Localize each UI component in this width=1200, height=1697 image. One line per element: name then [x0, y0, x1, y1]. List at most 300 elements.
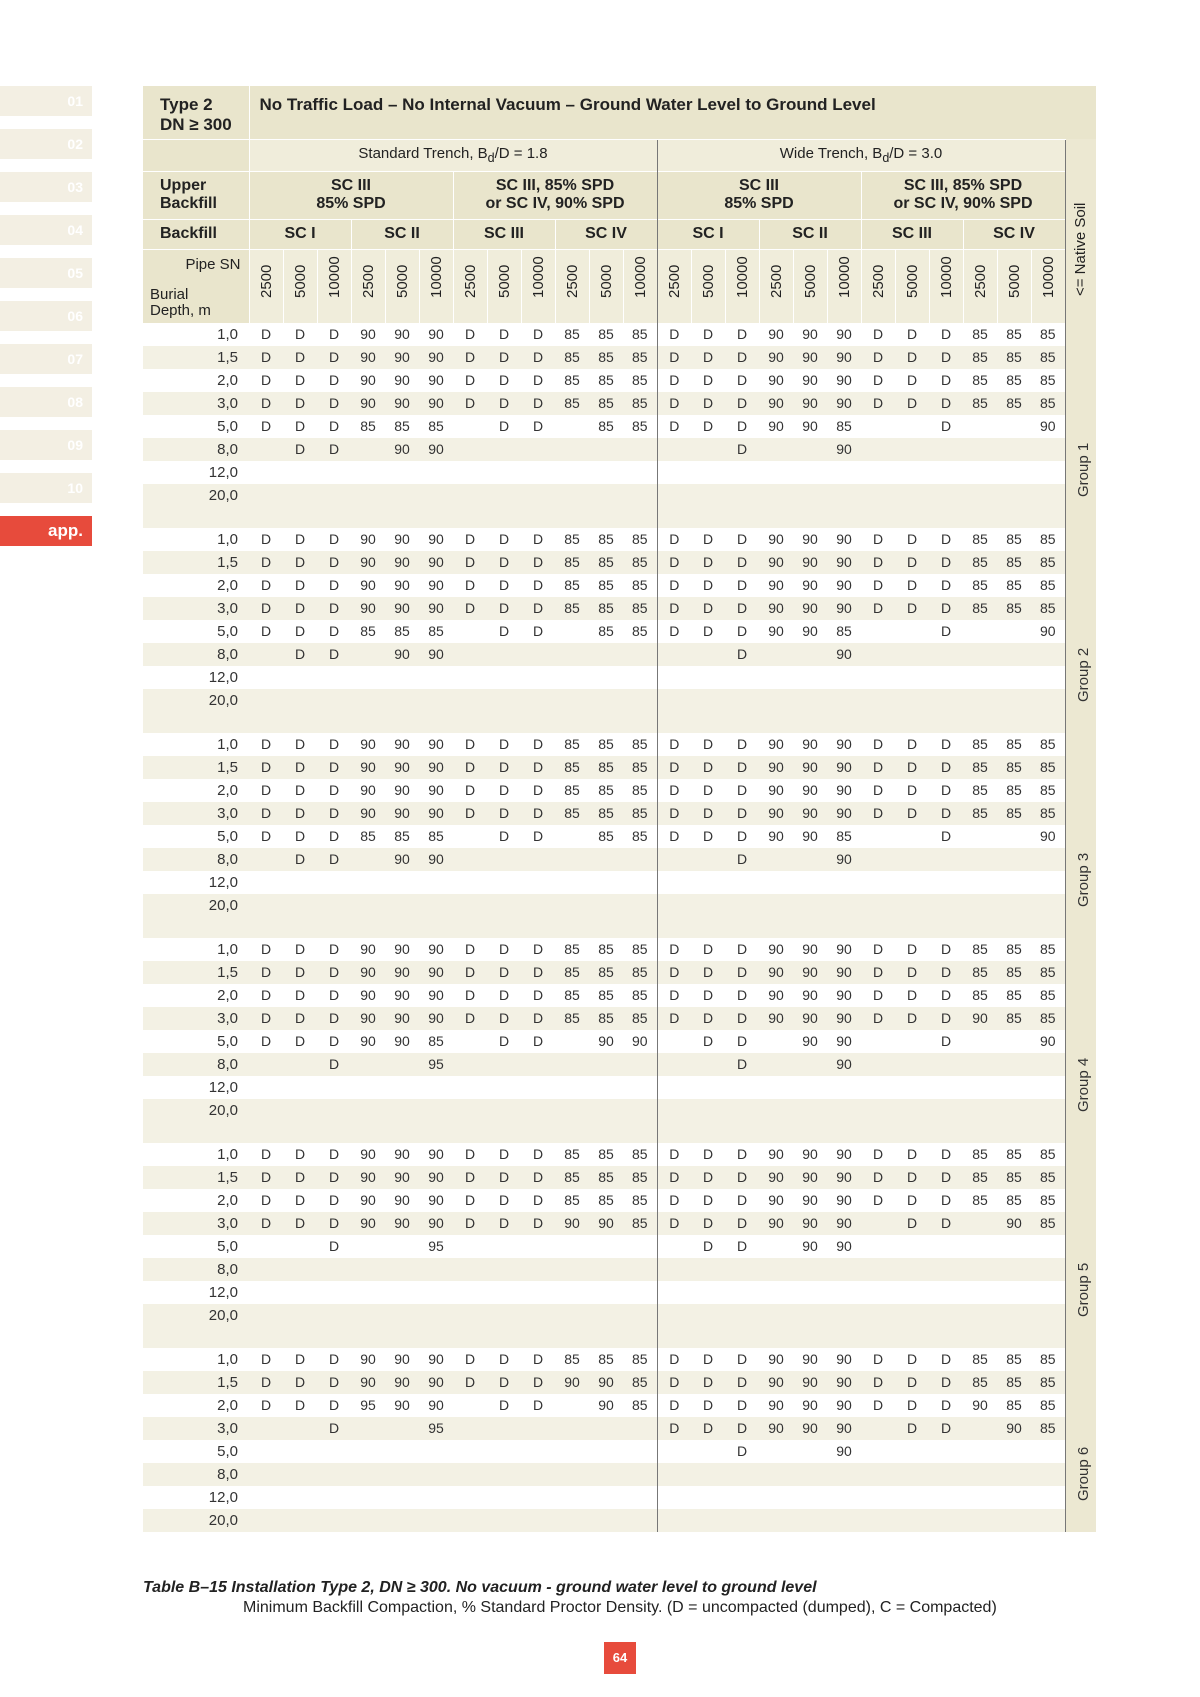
compaction-cell: D — [283, 1166, 317, 1189]
compaction-cell: D — [317, 643, 351, 666]
compaction-cell: D — [657, 392, 691, 415]
compaction-cell: D — [317, 1371, 351, 1394]
compaction-cell — [997, 1281, 1031, 1304]
compaction-cell: 85 — [360, 418, 376, 434]
compaction-cell: 85 — [623, 1371, 657, 1394]
compaction-cell: D — [294, 623, 306, 639]
standard-trench-header: Standard Trench, $B_d/D = 1.8$ — [249, 139, 657, 171]
compaction-cell: 90 — [428, 577, 444, 593]
compaction-cell — [861, 1417, 895, 1440]
compaction-cell: D — [498, 1351, 510, 1367]
compaction-cell: 85 — [589, 346, 623, 369]
compaction-cell — [623, 1440, 657, 1463]
compaction-cell: D — [532, 828, 544, 844]
compaction-cell — [419, 871, 453, 894]
compaction-cell — [1031, 1076, 1065, 1099]
compaction-cell — [759, 1281, 793, 1304]
compaction-cell: D — [702, 941, 714, 957]
compaction-cell: D — [725, 1053, 759, 1076]
compaction-cell: 85 — [564, 577, 580, 593]
compaction-cell: 85 — [1031, 1417, 1065, 1440]
compaction-cell — [623, 894, 657, 917]
compaction-cell — [351, 1053, 385, 1076]
compaction-cell — [963, 1281, 997, 1304]
compaction-cell: 85 — [564, 1192, 580, 1208]
compaction-cell — [657, 484, 691, 507]
compaction-cell: D — [260, 577, 272, 593]
compaction-cell: 90 — [827, 1371, 861, 1394]
compaction-cell: D — [872, 736, 884, 752]
compaction-cell: 85 — [555, 551, 589, 574]
compaction-cell — [1031, 438, 1065, 461]
chapter-tab-9[interactable]: 10 — [0, 473, 92, 503]
compaction-cell: 90 — [759, 961, 793, 984]
compaction-cell: D — [283, 961, 317, 984]
compaction-cell — [861, 666, 895, 689]
compaction-cell — [385, 1076, 419, 1099]
compaction-cell: D — [657, 733, 691, 756]
chapter-tab-5[interactable]: 06 — [0, 301, 92, 331]
compaction-cell — [793, 1099, 827, 1122]
compaction-cell — [759, 848, 793, 871]
compaction-cell: D — [657, 528, 691, 551]
compaction-cell: D — [317, 961, 351, 984]
compaction-cell — [691, 438, 725, 461]
compaction-cell: D — [657, 323, 691, 346]
compaction-cell: D — [861, 756, 895, 779]
compaction-cell: D — [294, 531, 306, 547]
compaction-cell: D — [453, 756, 487, 779]
compaction-cell: D — [940, 623, 952, 639]
chapter-tab-10[interactable]: app. — [0, 516, 92, 546]
compaction-cell — [895, 620, 929, 643]
compaction-cell: 90 — [385, 438, 419, 461]
compaction-cell: 85 — [631, 828, 648, 844]
compaction-cell: D — [453, 551, 487, 574]
chapter-tab-6[interactable]: 07 — [0, 344, 92, 374]
compaction-cell — [657, 1099, 691, 1122]
compaction-cell — [861, 438, 895, 461]
compaction-cell — [963, 438, 997, 461]
compaction-cell — [963, 1076, 997, 1099]
compaction-cell — [487, 894, 521, 917]
compaction-cell: D — [702, 1238, 714, 1254]
pipe-sn-header: 5000 — [385, 249, 419, 323]
compaction-cell: 85 — [631, 987, 648, 1003]
compaction-cell: 90 — [759, 1166, 793, 1189]
compaction-cell — [453, 1258, 487, 1281]
compaction-cell: D — [906, 326, 918, 342]
compaction-cell: D — [283, 1007, 317, 1030]
compaction-cell: 85 — [963, 551, 997, 574]
burial-depth-cell: 1,0 — [217, 326, 238, 343]
compaction-cell — [1031, 1258, 1065, 1281]
compaction-cell — [861, 1486, 895, 1509]
compaction-cell — [827, 1281, 861, 1304]
compaction-cell: 85 — [1006, 1192, 1022, 1208]
compaction-cell: 85 — [963, 1371, 997, 1394]
compaction-cell: D — [929, 1007, 963, 1030]
compaction-cell — [283, 1463, 317, 1486]
compaction-cell: D — [328, 1397, 340, 1413]
compaction-cell: 85 — [972, 531, 988, 547]
compaction-cell: D — [294, 326, 306, 342]
compaction-cell: 85 — [631, 623, 648, 639]
burial-depth-cell: 8,0 — [143, 1258, 249, 1281]
compaction-cell — [351, 438, 385, 461]
compaction-cell — [351, 461, 385, 484]
pipe-sn-header: 2500 — [657, 249, 691, 323]
compaction-cell: D — [283, 802, 317, 825]
compaction-cell — [929, 1509, 963, 1532]
compaction-cell — [419, 894, 453, 917]
compaction-cell — [623, 438, 657, 461]
table-row — [143, 1235, 1096, 1258]
compaction-cell: D — [940, 418, 952, 434]
upper-backfill-header: SC III, 85% SPD or SC IV, 90% SPD — [453, 171, 657, 219]
compaction-cell — [929, 461, 963, 484]
pipe-sn-header: 10000 — [419, 249, 453, 323]
compaction-cell: 90 — [360, 1192, 376, 1208]
compaction-cell: 85 — [394, 418, 410, 434]
compaction-cell: D — [657, 597, 691, 620]
compaction-cell — [249, 1463, 283, 1486]
compaction-cell: D — [260, 418, 272, 434]
compaction-cell: D — [872, 1192, 884, 1208]
compaction-cell: D — [260, 987, 272, 1003]
compaction-cell: 90 — [759, 346, 793, 369]
compaction-cell: 85 — [1031, 1371, 1065, 1394]
compaction-cell: 90 — [1039, 1033, 1056, 1049]
compaction-cell — [725, 1463, 759, 1486]
compaction-cell: 85 — [963, 597, 997, 620]
compaction-cell — [589, 871, 623, 894]
compaction-cell — [419, 1099, 453, 1122]
compaction-cell: 90 — [360, 941, 376, 957]
compaction-cell: 90 — [385, 848, 419, 871]
compaction-cell — [555, 1417, 589, 1440]
compaction-cell: 90 — [360, 1146, 376, 1162]
compaction-cell — [385, 1281, 419, 1304]
compaction-cell — [249, 1304, 283, 1327]
compaction-cell: D — [861, 961, 895, 984]
compaction-cell — [1031, 643, 1065, 666]
compaction-cell: 85 — [589, 756, 623, 779]
compaction-cell: 90 — [836, 1238, 852, 1254]
compaction-cell: D — [328, 1238, 340, 1254]
compaction-cell: D — [657, 802, 691, 825]
compaction-cell — [249, 1099, 283, 1122]
compaction-cell: 90 — [972, 1397, 988, 1413]
compaction-cell: 95 — [428, 1238, 444, 1254]
compaction-cell — [657, 1030, 691, 1053]
pipe-sn-header: 5000 — [487, 249, 521, 323]
compaction-cell: D — [532, 326, 544, 342]
compaction-cell: D — [498, 623, 510, 639]
compaction-cell: 85 — [1031, 961, 1065, 984]
compaction-cell — [895, 1304, 929, 1327]
compaction-cell: D — [657, 620, 691, 643]
compaction-cell — [759, 1440, 793, 1463]
pipe-sn-label: Pipe SN Burial Depth, m — [143, 249, 249, 323]
compaction-cell: 85 — [1006, 782, 1022, 798]
compaction-cell: 90 — [802, 577, 818, 593]
compaction-cell: D — [872, 577, 884, 593]
compaction-cell: D — [283, 756, 317, 779]
chapter-tab-1[interactable]: 02 — [0, 129, 92, 159]
compaction-cell: D — [657, 756, 691, 779]
pipe-sn-header: 10000 — [725, 249, 759, 323]
compaction-cell — [929, 848, 963, 871]
compaction-cell: D — [736, 372, 748, 388]
compaction-cell — [861, 894, 895, 917]
compaction-cell — [453, 1304, 487, 1327]
compaction-cell — [589, 1486, 623, 1509]
compaction-cell — [487, 689, 521, 712]
backfill-class-header: SC IV — [963, 219, 1065, 249]
compaction-cell: 85 — [631, 1351, 648, 1367]
compaction-cell: 90 — [385, 1166, 419, 1189]
compaction-cell: 90 — [351, 1212, 385, 1235]
compaction-cell — [691, 461, 725, 484]
compaction-cell: 90 — [598, 1033, 614, 1049]
compaction-cell: D — [464, 941, 476, 957]
compaction-cell: D — [895, 551, 929, 574]
caption-title: Table B–15 Installation Type 2, DN ≥ 300. No vacuum - ground water level to ground level — [143, 1579, 817, 1596]
compaction-cell — [453, 415, 487, 438]
compaction-cell: 90 — [759, 1007, 793, 1030]
burial-depth-cell: 3,0 — [143, 597, 249, 620]
compaction-cell: 90 — [793, 1007, 827, 1030]
compaction-cell — [691, 1281, 725, 1304]
compaction-cell: 90 — [802, 418, 818, 434]
compaction-cell — [521, 1440, 555, 1463]
compaction-cell: D — [249, 1007, 283, 1030]
compaction-cell — [1031, 1053, 1065, 1076]
compaction-cell — [589, 1463, 623, 1486]
chapter-tab-4[interactable]: 05 — [0, 258, 92, 288]
compaction-cell: D — [453, 1007, 487, 1030]
burial-depth-cell: 1,0 — [217, 1146, 238, 1163]
compaction-cell: 85 — [623, 346, 657, 369]
compaction-cell — [725, 1509, 759, 1532]
table-row — [143, 415, 1096, 438]
compaction-cell: D — [895, 346, 929, 369]
compaction-cell — [759, 1235, 793, 1258]
compaction-cell — [283, 1509, 317, 1532]
compaction-cell: 85 — [1039, 736, 1056, 752]
compaction-cell — [827, 1258, 861, 1281]
compaction-cell: D — [317, 848, 351, 871]
compaction-cell: D — [294, 828, 306, 844]
compaction-cell: 90 — [963, 1007, 997, 1030]
compaction-cell: D — [328, 1146, 340, 1162]
compaction-cell: 85 — [972, 577, 988, 593]
table-row — [143, 938, 1096, 961]
compaction-cell — [827, 1304, 861, 1327]
compaction-cell — [1031, 871, 1065, 894]
compaction-cell — [283, 1235, 317, 1258]
compaction-cell: D — [487, 1007, 521, 1030]
compaction-cell: D — [929, 802, 963, 825]
compaction-cell: D — [940, 1146, 952, 1162]
compaction-cell — [793, 438, 827, 461]
table-row — [143, 1486, 1096, 1509]
compaction-cell — [895, 825, 929, 848]
compaction-cell: D — [906, 1146, 918, 1162]
compaction-cell — [385, 1099, 419, 1122]
burial-depth-cell: 3,0 — [143, 802, 249, 825]
compaction-cell: D — [487, 1371, 521, 1394]
compaction-cell — [997, 894, 1031, 917]
table-row — [143, 551, 1096, 574]
compaction-cell — [725, 871, 759, 894]
compaction-cell — [385, 1235, 419, 1258]
compaction-cell — [487, 438, 521, 461]
compaction-cell — [1031, 484, 1065, 507]
compaction-cell: D — [464, 326, 476, 342]
pipe-sn-header: 2500 — [249, 249, 283, 323]
compaction-cell: D — [736, 1351, 748, 1367]
backfill-class-header: SC I — [249, 219, 351, 249]
compaction-cell: D — [872, 987, 884, 1003]
compaction-cell: 90 — [836, 782, 852, 798]
compaction-cell: D — [532, 623, 544, 639]
compaction-cell: D — [736, 1033, 748, 1049]
compaction-cell: 85 — [555, 346, 589, 369]
compaction-cell: D — [464, 577, 476, 593]
compaction-cell: 90 — [802, 941, 818, 957]
compaction-cell: 90 — [759, 392, 793, 415]
compaction-cell: 90 — [589, 1212, 623, 1235]
compaction-cell: 85 — [564, 941, 580, 957]
compaction-cell — [555, 1258, 589, 1281]
type-label: Type 2 DN ≥ 300 — [143, 86, 249, 139]
compaction-cell: 90 — [802, 372, 818, 388]
compaction-cell: 90 — [759, 1371, 793, 1394]
pipe-sn-header: 2500 — [453, 249, 487, 323]
compaction-cell — [351, 1304, 385, 1327]
compaction-cell: 85 — [631, 941, 648, 957]
compaction-cell — [487, 1053, 521, 1076]
group-label: Group 3 — [1065, 733, 1096, 938]
compaction-cell — [487, 1486, 521, 1509]
compaction-cell — [385, 689, 419, 712]
compaction-cell: D — [317, 438, 351, 461]
table-row — [143, 574, 1096, 597]
compaction-cell: 90 — [802, 1238, 818, 1254]
table-row — [143, 1030, 1096, 1053]
compaction-cell: D — [521, 1371, 555, 1394]
compaction-cell: D — [249, 346, 283, 369]
compaction-cell: 90 — [1039, 418, 1056, 434]
compaction-cell: D — [294, 372, 306, 388]
compaction-cell — [827, 461, 861, 484]
compaction-cell — [487, 643, 521, 666]
compaction-cell — [657, 1304, 691, 1327]
compaction-cell — [793, 1258, 827, 1281]
compaction-cell: 90 — [1039, 828, 1056, 844]
compaction-cell: 90 — [836, 1351, 852, 1367]
compaction-cell: D — [691, 392, 725, 415]
compaction-cell — [419, 1440, 453, 1463]
compaction-cell: 85 — [1006, 326, 1022, 342]
upper-backfill-header: SC III 85% SPD — [249, 171, 453, 219]
compaction-cell: D — [294, 941, 306, 957]
table-row — [143, 825, 1096, 848]
compaction-cell — [351, 1440, 385, 1463]
compaction-cell: D — [940, 941, 952, 957]
compaction-cell: 90 — [759, 1212, 793, 1235]
compaction-cell — [827, 894, 861, 917]
chapter-tab-8[interactable]: 09 — [0, 430, 92, 460]
compaction-cell — [623, 1099, 657, 1122]
compaction-cell — [963, 825, 997, 848]
compaction-cell: D — [691, 961, 725, 984]
compaction-cell — [861, 1030, 895, 1053]
compaction-cell: 90 — [394, 1192, 410, 1208]
compaction-cell: 85 — [1039, 987, 1056, 1003]
compaction-cell: 90 — [351, 756, 385, 779]
pipe-sn-header: 5000 — [283, 249, 317, 323]
compaction-cell: D — [725, 1007, 759, 1030]
backfill-class-header: SC III — [861, 219, 963, 249]
compaction-cell: D — [657, 1394, 691, 1417]
compaction-cell: 90 — [768, 1397, 784, 1413]
compaction-cell — [997, 1486, 1031, 1509]
compaction-cell: D — [283, 643, 317, 666]
compaction-cell: D — [736, 828, 748, 844]
compaction-cell: 85 — [1006, 531, 1022, 547]
compaction-cell — [657, 438, 691, 461]
chapter-tab-2[interactable]: 03 — [0, 172, 92, 202]
compaction-cell — [827, 689, 861, 712]
chapter-tab-7[interactable]: 08 — [0, 387, 92, 417]
compaction-cell: D — [328, 372, 340, 388]
compaction-cell — [249, 1281, 283, 1304]
compaction-cell — [827, 666, 861, 689]
table-row — [143, 1258, 1096, 1281]
compaction-cell — [861, 1235, 895, 1258]
compaction-cell: D — [498, 372, 510, 388]
compaction-cell: 90 — [759, 756, 793, 779]
compaction-cell: D — [317, 1166, 351, 1189]
compaction-cell: 90 — [428, 1192, 444, 1208]
compaction-cell — [929, 643, 963, 666]
compaction-cell: D — [532, 418, 544, 434]
compaction-cell: 85 — [963, 346, 997, 369]
upper-backfill-header: SC III, 85% SPD or SC IV, 90% SPD — [861, 171, 1065, 219]
compaction-cell: D — [940, 828, 952, 844]
compaction-cell: 85 — [564, 372, 580, 388]
compaction-cell — [589, 1053, 623, 1076]
caption-subtitle: Minimum Backfill Compaction, % Standard Proctor Density. (D = uncompacted (dumped), C = Compacted) — [243, 1599, 997, 1616]
compaction-cell: D — [328, 941, 340, 957]
compaction-cell — [623, 1235, 657, 1258]
compaction-cell: 90 — [768, 736, 784, 752]
chapter-tab-0[interactable]: 01 — [0, 86, 92, 116]
compaction-cell: 90 — [428, 941, 444, 957]
compaction-cell: 90 — [419, 756, 453, 779]
compaction-cell — [861, 461, 895, 484]
table-row — [143, 1076, 1096, 1099]
compaction-cell — [453, 1440, 487, 1463]
compaction-cell: D — [940, 782, 952, 798]
compaction-cell: 90 — [351, 1007, 385, 1030]
burial-depth-cell: 5,0 — [217, 1443, 238, 1460]
chapter-tab-3[interactable]: 04 — [0, 215, 92, 245]
burial-depth-cell: 2,0 — [217, 987, 238, 1004]
